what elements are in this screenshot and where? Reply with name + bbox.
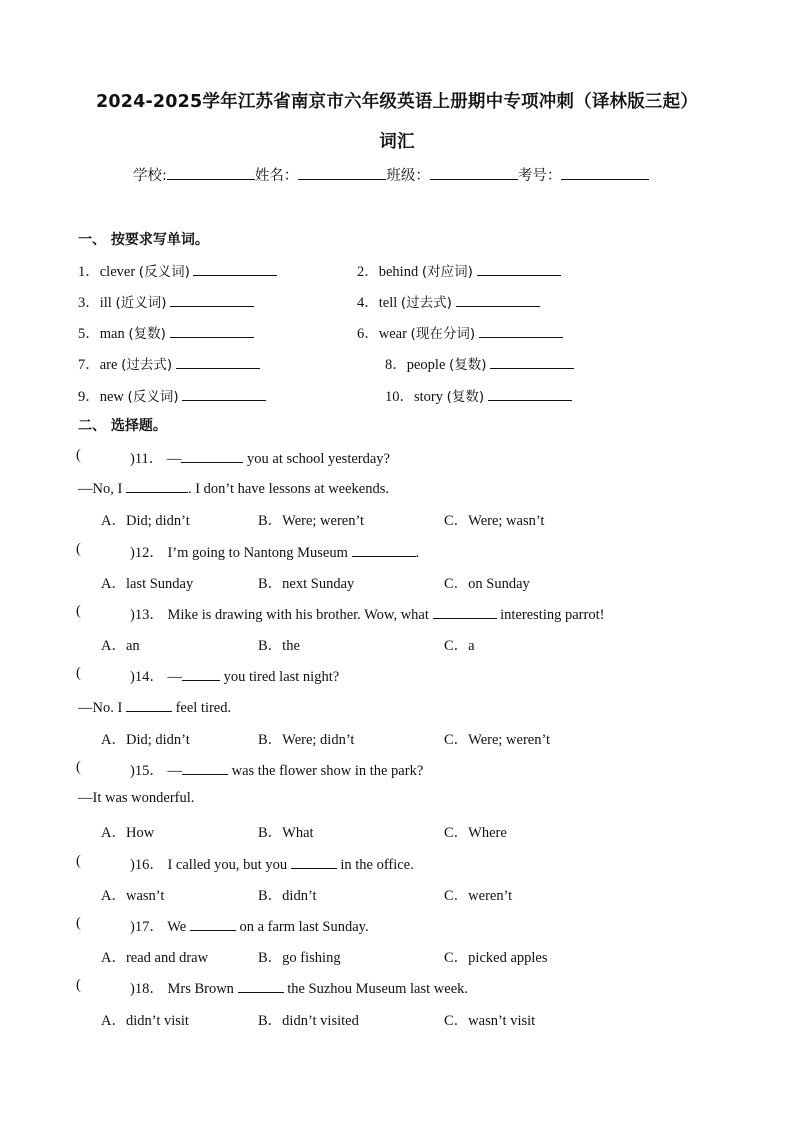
word-item [357, 322, 563, 343]
stem-text: We [167, 919, 190, 935]
option-b[interactable]: B．Were; didn’t [258, 731, 355, 748]
stem-text: I’m going to Nantong Museum [167, 544, 352, 561]
item-word: wear [378, 326, 407, 342]
item-hint: (反义词) [138, 264, 190, 280]
item-number: 5． [78, 326, 100, 342]
reply-text: —It was wonderful. [78, 790, 195, 807]
answer-paren[interactable]: ( [76, 447, 81, 463]
section1-heading: 一、 按要求写单词。 [78, 232, 209, 248]
option-a[interactable]: A．How [101, 825, 155, 842]
item-hint: (复数) [449, 357, 487, 373]
name-field[interactable] [298, 165, 386, 180]
reply-text: feel tired. [171, 699, 232, 716]
question-blank[interactable] [182, 760, 228, 775]
stem-text: you at school yesterday? [243, 451, 390, 467]
stem-text: the Suzhou Museum last week. [283, 981, 469, 998]
answer-blank[interactable] [456, 292, 540, 307]
question-number: )16． [130, 856, 164, 873]
question-blank[interactable] [291, 854, 337, 869]
stem-text: Mrs Brown [167, 981, 238, 998]
page-title: 2024-2025学年江苏省南京市六年级英语上册期中专项冲刺（译林版三起） [95, 92, 699, 112]
answer-paren[interactable]: ( [76, 977, 81, 994]
stem-text: . [415, 544, 420, 561]
item-hint: (过去式) [121, 357, 173, 373]
answer-paren[interactable]: ( [76, 915, 81, 931]
reply-text: —No, I [78, 481, 126, 498]
stem-text: I called you, but you [167, 856, 291, 873]
stem-text: was the flower show in the park? [227, 763, 424, 779]
class-field[interactable] [430, 165, 518, 180]
option-b[interactable]: B．What [258, 825, 314, 842]
question-stem [130, 603, 604, 624]
question-blank[interactable] [190, 916, 236, 931]
class-label: 班级： [386, 168, 430, 184]
answer-blank[interactable] [477, 261, 561, 276]
question-stem [130, 977, 468, 998]
question-stem [130, 665, 339, 686]
item-word: new [99, 389, 124, 405]
option-c[interactable]: C．Where [444, 825, 507, 842]
item-word: man [99, 326, 125, 342]
item-number: 1． [78, 264, 100, 280]
option-a[interactable]: A．Did; didn’t [101, 513, 190, 530]
reply-blank[interactable] [126, 697, 172, 712]
reply-text: —No. I [78, 699, 126, 716]
answer-blank[interactable] [182, 386, 266, 401]
question-blank[interactable] [433, 604, 497, 619]
option-a[interactable]: A．Did; didn’t [101, 731, 190, 748]
word-item [385, 353, 574, 374]
item-hint: (过去式) [400, 295, 452, 311]
word-item [78, 353, 260, 374]
name-label: 姓名： [254, 168, 299, 184]
stem-text: on a farm last Sunday. [235, 919, 369, 935]
item-word: are [99, 357, 118, 373]
exam-no-field[interactable] [561, 165, 649, 180]
item-number: 2． [357, 264, 379, 280]
question-stem [130, 915, 369, 936]
reply-blank[interactable] [126, 478, 188, 493]
word-item [78, 322, 254, 343]
item-number: 6． [357, 326, 379, 342]
item-number: 4． [357, 295, 379, 311]
page-subtitle: 词汇 [379, 132, 415, 152]
item-hint: (近义词) [115, 295, 167, 311]
answer-paren[interactable]: ( [76, 665, 81, 682]
question-stem [130, 853, 414, 874]
question-number: )13． [130, 607, 164, 623]
question-blank[interactable] [182, 666, 220, 681]
answer-blank[interactable] [170, 323, 254, 338]
item-hint: (反义词) [127, 389, 179, 405]
word-item [78, 385, 266, 406]
question-stem [130, 541, 419, 562]
item-number: 8． [385, 357, 407, 373]
question-number: )14． [130, 669, 164, 686]
option-c[interactable]: C．on Sunday [444, 575, 530, 592]
question-blank[interactable] [181, 448, 243, 463]
stem-text: — [166, 451, 182, 467]
question-number: )18． [130, 981, 164, 998]
school-field[interactable] [167, 165, 255, 180]
item-number: 9． [78, 389, 100, 405]
answer-paren[interactable]: ( [76, 759, 81, 775]
option-c[interactable]: C．Were; weren’t [444, 731, 551, 748]
option-a[interactable]: A．an [101, 638, 140, 655]
option-b[interactable]: B．didn’t [258, 887, 317, 904]
word-item [385, 385, 572, 406]
dialogue-reply [78, 697, 231, 717]
item-hint: (对应词) [421, 264, 473, 280]
option-a[interactable]: A．last Sunday [101, 575, 194, 592]
section2-heading: 二、 选择题。 [78, 418, 167, 434]
school-label: 学校: [133, 168, 167, 184]
answer-paren[interactable]: ( [76, 540, 81, 557]
answer-blank[interactable] [488, 386, 572, 401]
item-number: 3． [78, 295, 100, 311]
option-c[interactable]: C．a [444, 638, 475, 655]
stem-text: you tired last night? [219, 669, 340, 686]
question-number: )12． [130, 544, 164, 561]
option-b[interactable]: B．didn’t visited [258, 1012, 359, 1029]
answer-blank[interactable] [490, 354, 574, 369]
stem-text: — [167, 763, 182, 779]
option-c[interactable]: C．picked apples [444, 950, 548, 967]
word-item [78, 291, 254, 312]
item-hint: (复数) [128, 326, 166, 342]
answer-paren[interactable]: ( [76, 852, 81, 869]
stem-text: — [167, 669, 182, 686]
exam-no-label: 考号： [517, 168, 562, 184]
option-c[interactable]: C．wasn’t visit [444, 1012, 536, 1029]
item-hint: (复数) [446, 389, 485, 405]
item-number: 7． [78, 357, 100, 373]
item-hint: (现在分词) [410, 326, 476, 342]
question-number: )17． [130, 919, 164, 935]
answer-blank[interactable] [176, 354, 260, 369]
answer-blank[interactable] [479, 323, 563, 338]
item-word: ill [99, 295, 112, 311]
item-word: clever [99, 264, 136, 280]
student-info-row [133, 164, 649, 185]
stem-text: in the office. [336, 856, 414, 873]
word-item [357, 260, 561, 281]
word-item [357, 291, 540, 312]
question-number: )11． [130, 451, 164, 467]
stem-text: Mike is drawing with his brother. Wow, what [167, 607, 433, 623]
item-word: behind [378, 264, 419, 280]
answer-blank[interactable] [170, 292, 254, 307]
item-number: 10． [385, 389, 414, 405]
reply-text: . I don’t have lessons at weekends. [187, 481, 390, 498]
option-c[interactable]: C．weren’t [444, 887, 513, 904]
option-b[interactable]: B．next Sunday [258, 575, 355, 592]
option-a[interactable]: A．wasn’t [101, 887, 165, 904]
item-word: people [406, 357, 446, 373]
question-stem [130, 759, 423, 780]
option-a[interactable]: A．read and draw [101, 950, 209, 967]
answer-blank[interactable] [193, 261, 277, 276]
item-word: tell [378, 295, 398, 311]
question-blank[interactable] [352, 542, 416, 557]
question-blank[interactable] [238, 978, 284, 993]
option-b[interactable]: B．go fishing [258, 950, 341, 967]
answer-paren[interactable]: ( [76, 603, 81, 619]
option-c[interactable]: C．Were; wasn’t [444, 513, 545, 530]
option-a[interactable]: A．didn’t visit [101, 1012, 189, 1029]
word-item [78, 260, 277, 281]
stem-text: interesting parrot! [496, 607, 605, 623]
option-b[interactable]: B．Were; weren’t [258, 513, 365, 530]
question-stem [130, 447, 390, 468]
dialogue-reply [78, 790, 194, 807]
option-b[interactable]: B．the [258, 638, 300, 655]
question-number: )15． [130, 763, 164, 779]
dialogue-reply [78, 478, 389, 498]
item-word: story [414, 389, 443, 405]
